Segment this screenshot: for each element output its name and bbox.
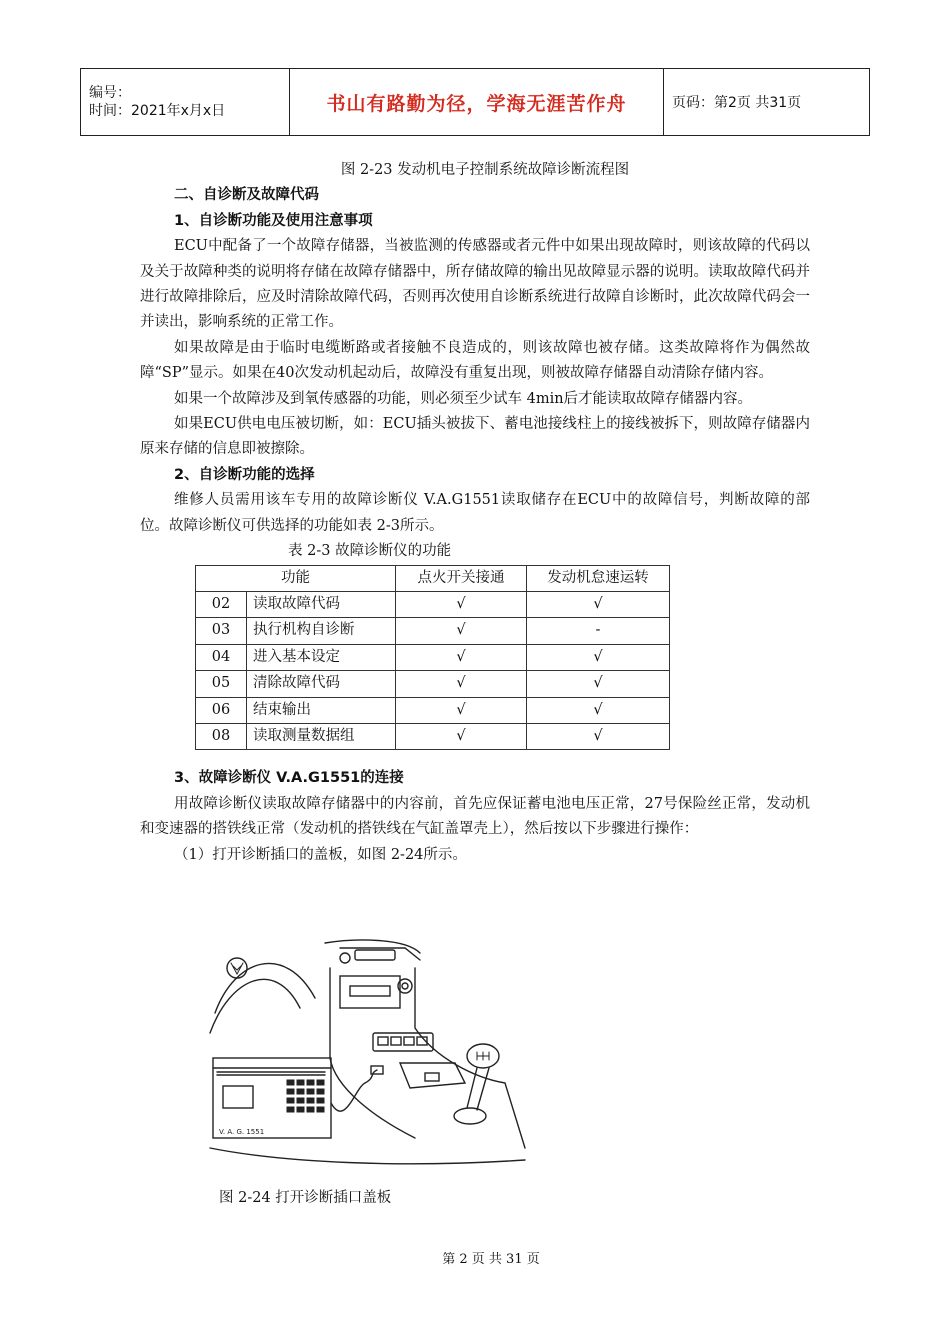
row-code: 02 <box>196 591 247 617</box>
row-idle: - <box>527 618 670 644</box>
row-code: 08 <box>196 723 247 749</box>
row-idle: √ <box>527 723 670 749</box>
col-header-function: 功能 <box>196 565 396 591</box>
table-header-row <box>196 565 670 591</box>
row-code: 06 <box>196 697 247 723</box>
table-row <box>196 618 670 644</box>
paragraph-1: ECU中配备了一个故障存储器，当被监测的传感器或者元件中如果出现故障时，则该故障的代码以及关于故障种类的说明将存储在故障存储器中，所存储故障的输出见故障显示器的说明。读取故障代码并进行故障排除后，应及时清除故障代码，否则再次使用自诊断系统进行故障自诊断时，此次故障代码会一并读出，影响系统的正常工作。 <box>140 238 810 331</box>
row-function: 清除故障代码 <box>247 671 396 697</box>
table-2-3-caption: 表 2-3 故障诊断仪的功能 <box>288 543 452 560</box>
diagnostic-connector-illustration <box>205 938 530 1170</box>
row-code: 04 <box>196 644 247 670</box>
diagnostic-port-icon <box>425 1073 439 1081</box>
table-row <box>196 723 670 749</box>
paragraph-3: 如果一个故障涉及到氧传感器的功能，则必须至少试车 4min后才能读取故障存储器内容。 <box>174 390 753 407</box>
step-1: （1）打开诊断插口的盖板，如图 2-24所示。 <box>174 846 467 863</box>
paragraph-4: 如果ECU供电电压被切断，如：ECU插头被拔下、蓄电池接线柱上的接线被拆下，则故障存储器内原来存储的信息即被擦除。 <box>140 416 810 458</box>
table-row <box>196 671 670 697</box>
row-idle: √ <box>527 644 670 670</box>
figure-2-23-caption: 图 2-23 发动机电子控制系统故障诊断流程图 <box>340 162 630 178</box>
row-ignition: √ <box>396 723 527 749</box>
row-ignition: √ <box>396 591 527 617</box>
row-function: 结束输出 <box>247 697 396 723</box>
table-row <box>196 591 670 617</box>
header-meta <box>81 69 290 136</box>
row-ignition: √ <box>396 697 527 723</box>
row-idle: √ <box>527 591 670 617</box>
subsection-1-title: 1、自诊断功能及使用注意事项 <box>174 212 373 229</box>
row-ignition: √ <box>396 618 527 644</box>
row-ignition: √ <box>396 644 527 670</box>
col-header-ignition-on: 点火开关接通 <box>396 565 527 591</box>
doc-number: 编号： <box>89 85 131 101</box>
paragraph-2: 如果故障是由于临时电缆断路或者接触不良造成的，则该故障也被存储。这类故障将作为偶然故障“SP”显示。如果在40次发动机起动后，故障没有重复出现，则被故障存储器自动清除存储内容。 <box>140 339 810 382</box>
row-function: 读取测量数据组 <box>247 723 396 749</box>
paragraph-6: 用故障诊断仪读取故障存储器中的内容前，首先应保证蓄电池电压正常，27号保险丝正常，发动机和变速器的搭铁线正常（发动机的搭铁线在气缸盖罩壳上），然后按以下步骤进行操作： <box>140 795 810 838</box>
col-header-engine-idle: 发动机怠速运转 <box>527 565 670 591</box>
subsection-3-title: 3、故障诊断仪 V.A.G1551的连接 <box>174 770 404 787</box>
header-table <box>80 68 870 136</box>
device-label: V. A. G. 1551 <box>219 1128 265 1136</box>
subsection-2-title: 2、自诊断功能的选择 <box>174 466 315 483</box>
row-idle: √ <box>527 697 670 723</box>
table-row <box>196 644 670 670</box>
figure-2-24-caption: 图 2-24 打开诊断插口盖板 <box>219 1190 392 1206</box>
row-code: 03 <box>196 618 247 644</box>
main-content <box>140 158 810 868</box>
row-ignition: √ <box>396 671 527 697</box>
row-function: 读取故障代码 <box>247 591 396 617</box>
header-page-info: 页码：第2页 共31页 <box>664 69 870 136</box>
row-idle: √ <box>527 671 670 697</box>
row-function: 执行机构自诊断 <box>247 618 396 644</box>
doc-time: 时间：2021年x月x日 <box>89 103 226 119</box>
row-function: 进入基本设定 <box>247 644 396 670</box>
section-2-title: 二、自诊断及故障代码 <box>174 187 319 204</box>
function-table <box>195 565 670 751</box>
header-motto: 书山有路勤为径，学海无涯苦作舟 <box>290 69 664 136</box>
table-row <box>196 697 670 723</box>
row-code: 05 <box>196 671 247 697</box>
page-footer: 第 2 页 共 31 页 <box>442 1252 540 1267</box>
paragraph-5: 维修人员需用该车专用的故障诊断仪 V.A.G1551读取储存在ECU中的故障信号，判断故障的部位。故障诊断仪可供选择的功能如表 2-3所示。 <box>140 492 810 534</box>
